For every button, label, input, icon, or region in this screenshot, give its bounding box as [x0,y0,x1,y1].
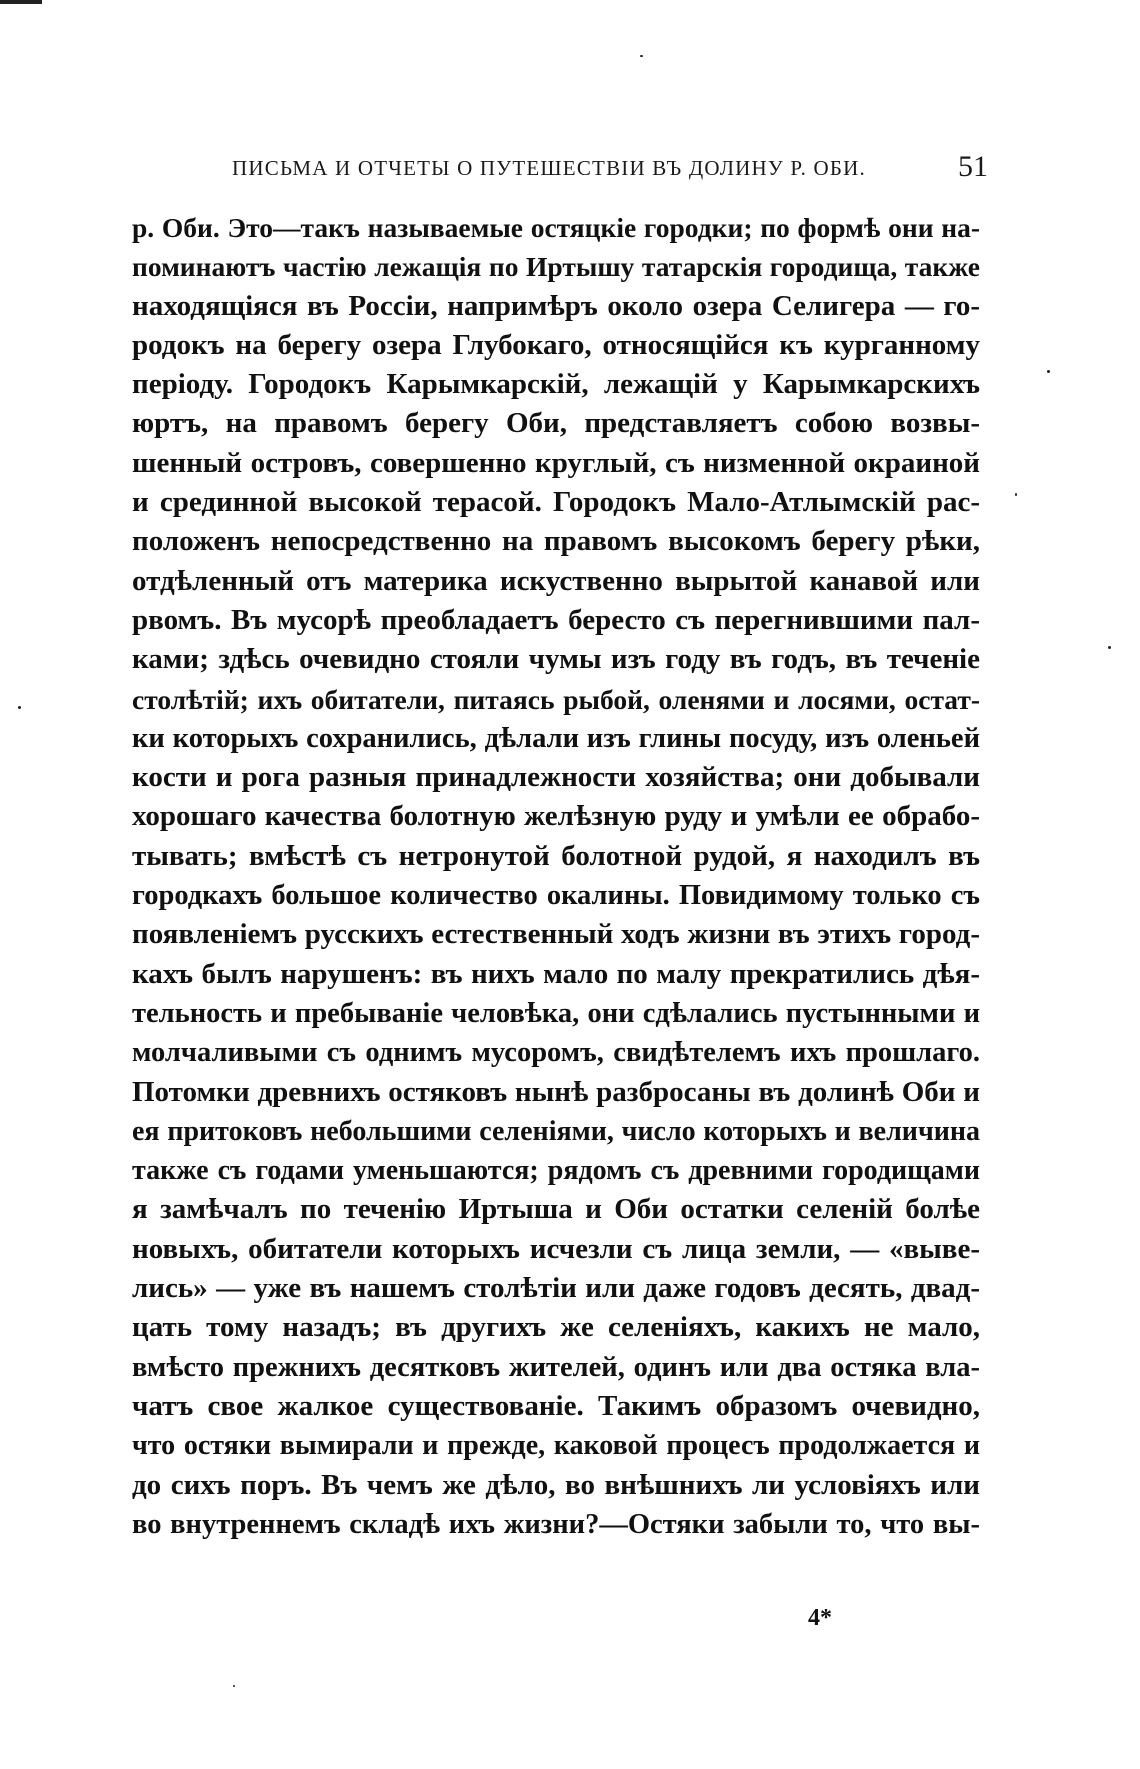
text-line: во внутреннемъ складѣ ихъ жизни?—Остяки забыли то, что вы- [132,1508,980,1540]
text-line: я замѣчалъ по теченію Иртыша и Оби остатки селеній болѣе [132,1193,980,1226]
text-line: цать тому назадъ; въ другихъ же селеніяхъ, какихъ не мало, [132,1311,980,1344]
text-line: родокъ на берегу озера Глубокаго, относящійся къ курганному [132,328,980,361]
text-line: ки которыхъ сохранились, дѣлали изъ глины посуду, изъ оленьей [132,722,980,754]
text-line: хорошаго качества болотную желѣзную руду и умѣли ее обрабо- [132,800,980,833]
scan-speck [1047,370,1050,373]
text-line: также съ годами уменьшаются; рядомъ съ древними городищами [132,1155,980,1187]
text-line: вмѣсто прежнихъ десятковъ жителей, одинъ или два остяка вла- [132,1351,980,1383]
text-line: отдѣленный отъ материка искуственно вырытой канавой или [132,564,980,597]
text-line: чатъ свое жалкое существованіе. Такимъ образомъ очевидно, [132,1389,980,1422]
text-line: поминаютъ частію лежащія по Иртышу татарскія городища, также [132,251,980,283]
text-line: ея притоковъ небольшими селеніями, число которыхъ и величина [132,1115,980,1147]
scan-edge-mark [0,0,42,4]
text-line: періоду. Городокъ Карымкарскій, лежащій у Карымкарскихъ [132,368,980,401]
running-title: ПИСЬМА И ОТЧЕТЫ О ПУТЕШЕСТВІИ ВЪ ДОЛИНУ Р. ОБИ. [232,156,866,180]
running-head [232,150,988,182]
text-line: столѣтій; ихъ обитатели, питаясь рыбой, оленями и лосями, остат- [132,683,980,715]
text-line: юртъ, на правомъ берегу Оби, представляетъ собою возвы- [132,407,980,440]
text-line: и срединной высокой терасой. Городокъ Мало-Атлымскій рас- [132,486,980,519]
signature-mark: 4* [808,1605,832,1631]
text-line: что остяки вымирали и прежде, каковой процесъ продолжается и [132,1430,980,1462]
text-line: до сихъ поръ. Въ чемъ же дѣло, во внѣшнихъ ли условіяхъ или [132,1468,980,1501]
text-line: Потомки древнихъ остяковъ нынѣ разбросаны въ долинѣ Оби и [132,1075,980,1108]
scan-speck [18,706,21,709]
text-line: ками; здѣсь очевидно стояли чумы изъ году въ годъ, въ теченіе [132,643,980,676]
page-number: 51 [958,150,988,183]
scan-speck [233,1685,235,1687]
text-line: лись» — уже въ нашемъ столѣтіи или даже годовъ десять, двад- [132,1272,980,1305]
text-line: кости и рога разныя принадлежности хозяйства; они добывали [132,761,980,794]
text-line: шенный островъ, совершенно круглый, съ низменной окраиной [132,446,980,479]
text-line: молчаливыми съ однимъ мусоромъ, свидѣтелемъ ихъ прошлаго. [132,1037,980,1069]
text-line: рвомъ. Въ мусорѣ преобладаетъ бересто съ перегнившими пал- [132,603,980,636]
text-line: появленіемъ русскихъ естественный ходъ жизни въ этихъ город- [132,918,980,951]
scan-speck [640,55,643,57]
text-line: новыхъ, обитатели которыхъ исчезли съ лица земли, — «выве- [132,1232,980,1265]
text-line: р. Оби. Это—такъ называемые остяцкіе городки; по формѣ они на- [132,212,980,243]
text-line: городкахъ большое количество окалины. Повидимому только съ [132,880,980,912]
scan-speck [1015,493,1017,496]
text-line: положенъ непосредственно на правомъ высокомъ берегу рѣки, [132,525,980,558]
text-line: находящіяся въ Россіи, напримѣръ около озера Селигера — го- [132,289,980,322]
scan-speck [1108,646,1111,649]
text-line: тывать; вмѣстѣ съ нетронутой болотной рудой, я находилъ въ [132,839,980,872]
text-line: тельность и пребываніе человѣка, они сдѣлались пустынными и [132,997,980,1029]
body-text [132,208,980,1544]
text-line: кахъ былъ нарушенъ: въ нихъ мало по малу прекратились дѣя- [132,957,980,990]
